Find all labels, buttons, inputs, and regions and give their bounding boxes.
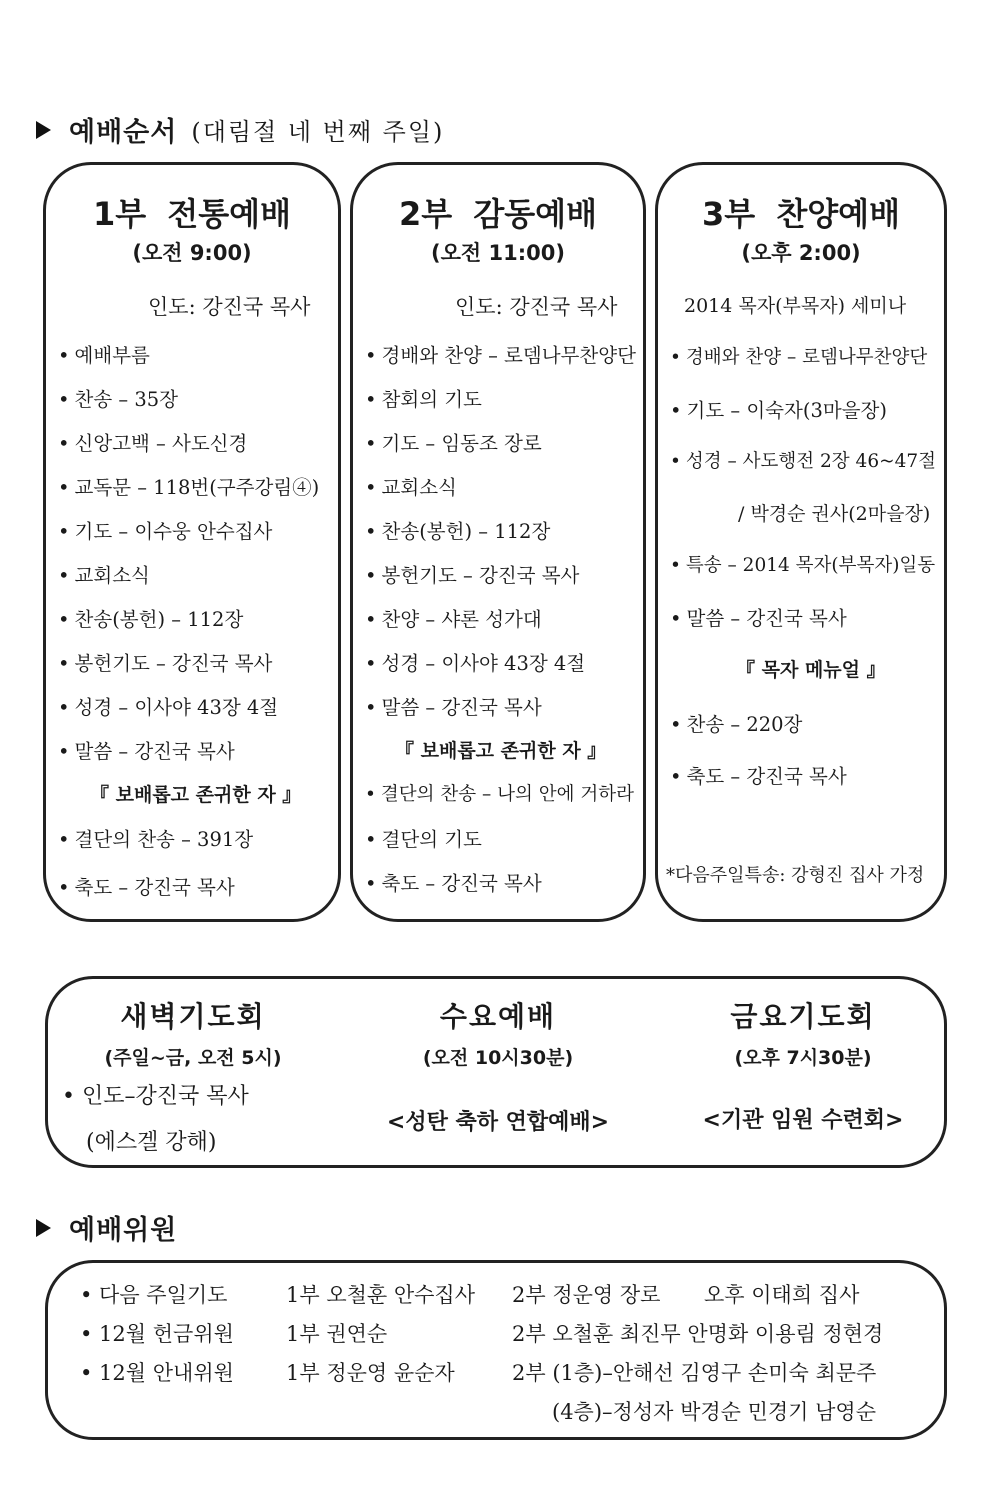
wednesday-service-time: (오전 10시30분) xyxy=(422,1047,574,1069)
list-item: • 경배와 찬양 – 로뎀나무찬양단 xyxy=(670,343,927,369)
list-item: • 봉헌기도 – 강진국 목사 xyxy=(365,560,579,588)
service-box-1 xyxy=(43,162,341,922)
list-item: • 예배부름 xyxy=(58,340,150,368)
section-subtitle: (대림절 네 번째 주일) xyxy=(191,118,445,146)
list-item: • 찬송(봉헌) – 112장 xyxy=(58,604,243,632)
service-leader: 2014 목자(부목자) 세미나 xyxy=(684,295,907,317)
row-cell: 2부 정운영 장로 xyxy=(512,1283,661,1307)
row-cell: 1부 정운영 윤순자 xyxy=(286,1361,455,1385)
dawn-prayer-leader: • 인도–강진국 목사 xyxy=(62,1084,249,1109)
dawn-prayer-note: (에스겔 강해) xyxy=(86,1130,217,1155)
list-item: • 특송 – 2014 목자(부목자)일동 xyxy=(670,551,935,577)
service-title: 3부 찬양예배 xyxy=(702,195,900,233)
service-title: 2부 감동예배 xyxy=(399,195,597,233)
list-item: • 성경 – 이사야 43장 4절 xyxy=(365,648,585,676)
list-item: • 교회소식 xyxy=(365,472,457,500)
row-cell: 2부 오철훈 최진무 안명화 이용림 정현경 xyxy=(512,1322,884,1346)
dawn-prayer-time: (주일~금, 오전 5시) xyxy=(104,1047,282,1069)
service-time: (오전 9:00) xyxy=(132,241,252,265)
friday-prayer-note: <기관 임원 수련회> xyxy=(702,1108,904,1133)
list-item: • 말씀 – 강진국 목사 xyxy=(670,603,847,631)
list-item: / 박경순 권사(2마을장) xyxy=(738,503,931,525)
service-time: (오후 2:00) xyxy=(741,241,861,265)
row-cell: (4층)–정성자 박경순 민경기 남영순 xyxy=(552,1400,876,1424)
weekday-services-box xyxy=(45,976,947,1168)
sermon-title: 『 보배롭고 존귀한 자 』 xyxy=(395,740,607,762)
list-item: • 말씀 – 강진국 목사 xyxy=(365,692,542,720)
section-title: 예배위원 xyxy=(69,1215,178,1246)
service-box-2 xyxy=(350,162,646,922)
row-cell: 1부 오철훈 안수집사 xyxy=(286,1283,475,1307)
service-leader: 인도: 강진국 목사 xyxy=(148,295,311,319)
list-item: • 축도 – 강진국 목사 xyxy=(365,868,542,896)
row-label: • 다음 주일기도 xyxy=(80,1283,228,1307)
list-item: • 교회소식 xyxy=(58,560,150,588)
list-item: • 찬양 – 샤론 성가대 xyxy=(365,604,542,632)
worship-staff-box xyxy=(45,1260,947,1440)
row-cell: 2부 (1층)–안해선 김영구 손미숙 최문주 xyxy=(512,1361,877,1385)
row-cell: 1부 권연순 xyxy=(286,1322,388,1346)
service-box-3 xyxy=(655,162,947,922)
list-item: • 찬송 – 35장 xyxy=(58,384,178,412)
section-title: 예배순서 xyxy=(69,117,178,148)
sermon-title: 『 보배롭고 존귀한 자 』 xyxy=(90,784,302,806)
list-item: • 경배와 찬양 – 로뎀나무찬양단 xyxy=(365,340,636,368)
list-item: • 말씀 – 강진국 목사 xyxy=(58,736,235,764)
row-cell: 오후 이태희 집사 xyxy=(704,1283,860,1307)
list-item: • 참회의 기도 xyxy=(365,384,482,412)
service-time: (오전 11:00) xyxy=(431,241,565,265)
next-week-note: *다음주일특송: 강형진 집사 가정 xyxy=(666,865,925,886)
service-leader: 인도: 강진국 목사 xyxy=(455,295,618,319)
list-item: • 결단의 찬송 – 나의 안에 거하라 xyxy=(365,780,634,806)
row-label: • 12월 안내위원 xyxy=(80,1361,234,1385)
triangle-bullet-icon xyxy=(36,121,51,139)
friday-prayer-time: (오후 7시30분) xyxy=(734,1047,872,1069)
list-item: • 결단의 찬송 – 391장 xyxy=(58,824,253,852)
list-item: • 성경 – 사도행전 2장 46~47절 xyxy=(670,447,936,473)
list-item: • 봉헌기도 – 강진국 목사 xyxy=(58,648,272,676)
wednesday-service-title: 수요예배 xyxy=(439,1000,557,1033)
triangle-bullet-icon xyxy=(36,1219,51,1237)
list-item: • 기도 – 임동조 장로 xyxy=(365,428,542,456)
list-item: • 축도 – 강진국 목사 xyxy=(670,761,847,789)
list-item: • 결단의 기도 xyxy=(365,824,482,852)
list-item: • 찬송 – 220장 xyxy=(670,709,802,737)
list-item: • 성경 – 이사야 43장 4절 xyxy=(58,692,278,720)
row-label: • 12월 헌금위원 xyxy=(80,1322,234,1346)
dawn-prayer-title: 새벽기도회 xyxy=(120,1000,266,1033)
friday-prayer-title: 금요기도회 xyxy=(730,1000,876,1033)
worship-order-heading xyxy=(36,110,444,149)
list-item: • 기도 – 이수웅 안수집사 xyxy=(58,516,272,544)
list-item: • 기도 – 이숙자(3마을장) xyxy=(670,395,887,423)
sermon-title: 『 목자 메뉴얼 』 xyxy=(736,659,886,681)
list-item: • 신앙고백 – 사도신경 xyxy=(58,428,247,456)
list-item: • 찬송(봉헌) – 112장 xyxy=(365,516,550,544)
list-item: • 축도 – 강진국 목사 xyxy=(58,872,235,900)
worship-staff-heading xyxy=(36,1208,177,1247)
service-title: 1부 전통예배 xyxy=(93,195,291,233)
wednesday-service-note: <성탄 축하 연합예배> xyxy=(386,1110,610,1135)
list-item: • 교독문 – 118번(구주강림④) xyxy=(58,472,319,500)
